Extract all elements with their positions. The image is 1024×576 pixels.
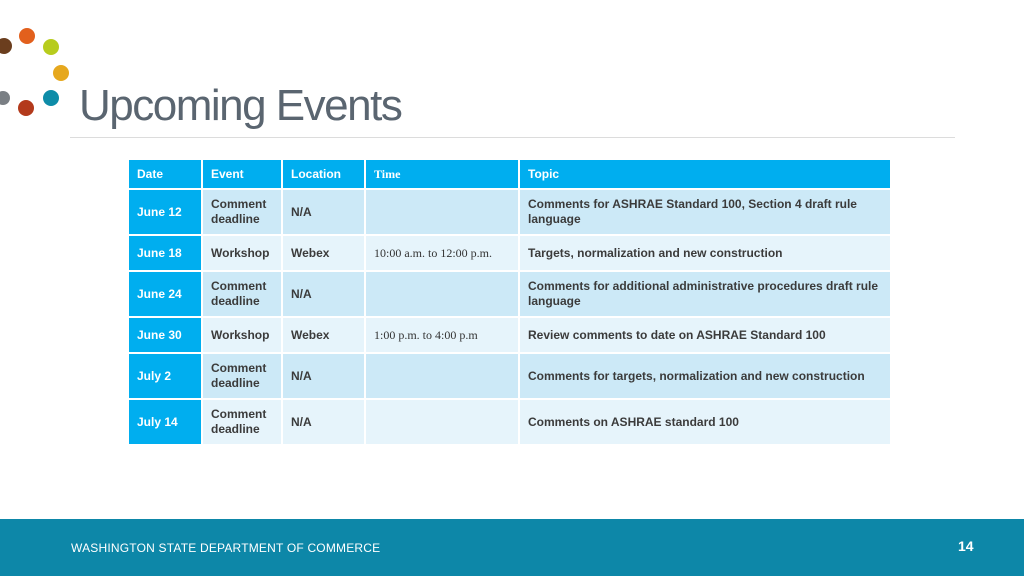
header-topic: Topic	[519, 159, 891, 189]
table-row	[128, 399, 891, 445]
row-location: Webex	[282, 317, 365, 353]
footer-organization: WASHINGTON STATE DEPARTMENT OF COMMERCE	[71, 541, 381, 555]
row-event: Comment deadline	[202, 189, 282, 235]
table-header-row	[128, 159, 891, 189]
table-row	[128, 353, 891, 399]
header-event: Event	[202, 159, 282, 189]
logo-dot	[53, 65, 69, 81]
table-row	[128, 189, 891, 235]
row-topic: Comments for targets, normalization and new construction	[519, 353, 891, 399]
row-topic: Targets, normalization and new construction	[519, 235, 891, 271]
row-time	[365, 399, 519, 445]
row-time	[365, 353, 519, 399]
row-event: Workshop	[202, 317, 282, 353]
logo-dot	[18, 100, 34, 116]
page-title: Upcoming Events	[79, 81, 402, 130]
row-date: June 18	[128, 235, 202, 271]
row-location: N/A	[282, 353, 365, 399]
footer-bar	[0, 519, 1024, 576]
header-location: Location	[282, 159, 365, 189]
row-date: June 30	[128, 317, 202, 353]
row-time	[365, 271, 519, 317]
row-topic: Comments for additional administrative procedures draft rule language	[519, 271, 891, 317]
table-row	[128, 235, 891, 271]
row-location: N/A	[282, 399, 365, 445]
row-location: N/A	[282, 271, 365, 317]
header-date: Date	[128, 159, 202, 189]
title-divider	[70, 137, 955, 138]
page-number: 14	[958, 538, 974, 554]
row-topic: Review comments to date on ASHRAE Standard 100	[519, 317, 891, 353]
table-row	[128, 317, 891, 353]
logo-dot	[43, 39, 59, 55]
row-event: Comment deadline	[202, 399, 282, 445]
logo-dot	[0, 38, 12, 54]
events-table	[127, 158, 892, 446]
row-date: June 12	[128, 189, 202, 235]
logo-dot	[43, 90, 59, 106]
row-date: July 2	[128, 353, 202, 399]
logo-dot	[0, 91, 10, 105]
row-time: 10:00 a.m. to 12:00 p.m.	[365, 235, 519, 271]
row-event: Comment deadline	[202, 271, 282, 317]
row-date: July 14	[128, 399, 202, 445]
row-date: June 24	[128, 271, 202, 317]
logo-dots	[0, 0, 80, 125]
row-location: N/A	[282, 189, 365, 235]
row-time	[365, 189, 519, 235]
row-topic: Comments for ASHRAE Standard 100, Section 4 draft rule language	[519, 189, 891, 235]
row-event: Comment deadline	[202, 353, 282, 399]
row-time: 1:00 p.m. to 4:00 p.m	[365, 317, 519, 353]
header-time: Time	[365, 159, 519, 189]
row-topic: Comments on ASHRAE standard 100	[519, 399, 891, 445]
table-row	[128, 271, 891, 317]
row-event: Workshop	[202, 235, 282, 271]
row-location: Webex	[282, 235, 365, 271]
logo-dot	[19, 28, 35, 44]
